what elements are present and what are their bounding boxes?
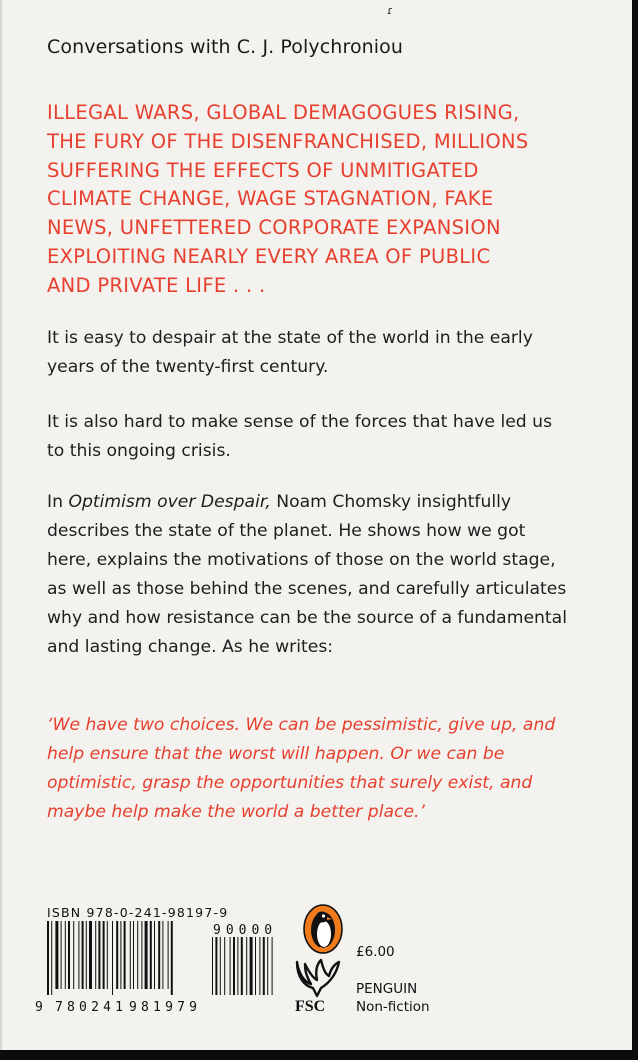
barcode-bar [171, 921, 173, 995]
barcode-bar [137, 921, 138, 989]
paragraph-prefix: In [47, 492, 69, 512]
barcode-bar [65, 921, 66, 989]
barcode-addon-bar [255, 937, 256, 995]
barcode-bar [158, 921, 160, 989]
barcode-addon-bar [215, 937, 217, 995]
barcode-bar [78, 921, 79, 989]
barcode-bar [162, 921, 163, 989]
blurb-line: THE FURY OF THE DISENFRANCHISED, MILLIONS [47, 129, 529, 153]
paragraph-body: Noam Chomsky insightfully describes the state of the planet. He shows how we got here, explains the motivations of those on the world stage, as well as those behind the scenes, and carefully articulates why and how resistance can be the source of a fundamental and lasting change. As he writes: [47, 492, 567, 657]
barcode-bar [55, 921, 58, 989]
publisher-name: PENGUIN [356, 981, 418, 997]
paragraph-description [47, 488, 571, 662]
barcode-addon-bar [224, 937, 225, 995]
headline-blurb [47, 99, 567, 301]
blurb-line: NEWS, UNFETTERED CORPORATE EXPANSION [47, 216, 501, 240]
barcode-addon-bar [263, 937, 265, 995]
barcode-bar [61, 921, 62, 989]
barcode-bar [95, 921, 96, 989]
author-quote: ‘We have two choices. We can be pessimistic, give up, and help ensure that the worst will happen. Or we can be optimistic, grasp the opportunities that surely exist, and maybe help make the world a better place.’ [47, 715, 556, 822]
barcode-bar [89, 921, 92, 989]
fsc-label: FSC [295, 998, 326, 1015]
imprint-block [356, 980, 430, 1016]
subtitle: Conversations with C. J. Polychroniou [47, 36, 404, 58]
barcode-addon-bar [212, 937, 213, 995]
blurb-line: CLIMATE CHANGE, WAGE STAGNATION, FAKE [47, 187, 494, 211]
barcode-bar [130, 921, 131, 989]
barcode-bar [68, 921, 70, 989]
barcode-addon-bar [267, 937, 268, 995]
barcode-bar [73, 921, 74, 989]
barcode-addon-bar [241, 937, 243, 995]
price-label: £6.00 [356, 944, 395, 960]
barcode-bar [116, 921, 118, 989]
paragraph-despair: It is easy to despair at the state of the world in the early years of the twenty-first century. [47, 328, 533, 377]
barcode-addon-digits: 90000 [213, 923, 278, 938]
barcode-bar [120, 921, 121, 989]
barcode-addon-bar [259, 937, 260, 995]
barcode-bar [112, 921, 113, 995]
barcode-bar [145, 921, 148, 989]
blurb-line: SUFFERING THE EFFECTS OF UNMITIGATED [47, 158, 479, 182]
barcode-addon-bar [272, 937, 273, 995]
barcode-addon-bar [220, 937, 221, 995]
barcode-bar [154, 921, 155, 989]
fsc-tree-check-icon [291, 958, 345, 1000]
barcode-bar [168, 921, 169, 989]
paragraph-forces: It is also hard to make sense of the forces that have led us to this ongoing crisis. [47, 412, 553, 461]
blurb-line: ILLEGAL WARS, GLOBAL DEMAGOGUES RISING, [47, 101, 520, 124]
fsc-logo [291, 958, 345, 1016]
category-label: Non-fiction [356, 999, 430, 1015]
barcode-group-left: 780241 [55, 1000, 128, 1015]
isbn-label: ISBN 978-0-241-98197-9 [47, 905, 229, 920]
book-title: Optimism over Despair, [68, 492, 271, 512]
barcode-bar [103, 921, 105, 989]
barcode-addon-bar [233, 937, 235, 995]
barcode-bar [82, 921, 84, 989]
barcode-bar [124, 921, 126, 989]
barcode-bar [51, 921, 52, 995]
barcode-prefix-digit: 9 [35, 1000, 48, 1015]
barcode-bar [141, 921, 142, 989]
barcode-addon-bar [246, 937, 247, 995]
edge-mark: ɾ [387, 4, 393, 17]
barcode-bar [107, 921, 108, 989]
barcode-group-right: 981979 [129, 1000, 202, 1015]
barcode-bar [86, 921, 87, 989]
barcode-addon-bar [230, 937, 231, 995]
barcode-bar [133, 921, 134, 989]
barcode-bar [47, 921, 49, 995]
barcode-bar [98, 921, 100, 989]
barcode-bar [150, 921, 152, 989]
blurb-line: EXPLOITING NEARLY EVERY AREA OF PUBLIC [47, 244, 491, 268]
penguin-logo-icon [302, 903, 344, 955]
barcode-addon-bar [250, 937, 253, 995]
barcode-addon-bar [237, 937, 238, 995]
blurb-line: AND PRIVATE LIFE . . . [47, 273, 266, 297]
